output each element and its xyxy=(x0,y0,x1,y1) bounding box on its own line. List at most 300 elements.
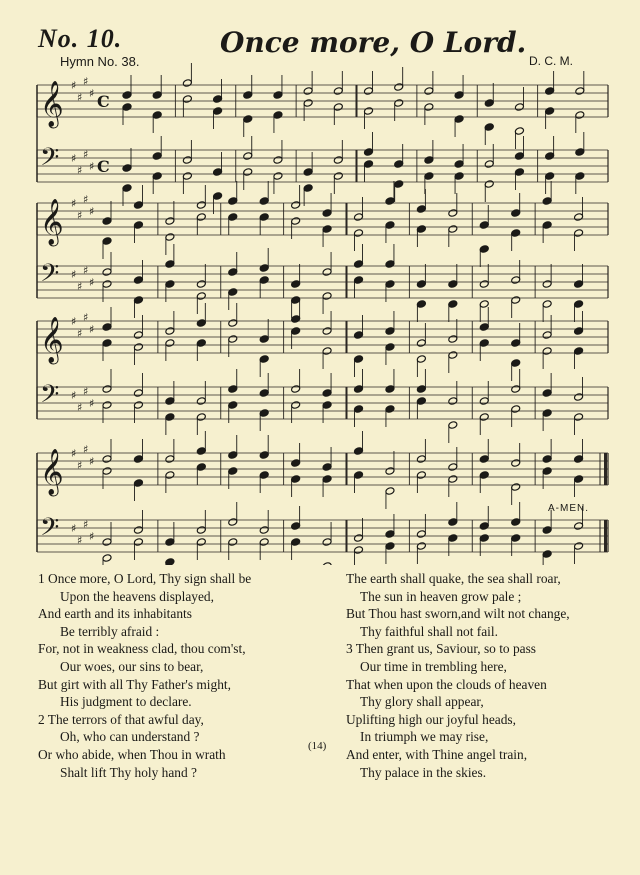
note-head xyxy=(291,522,301,531)
note-head xyxy=(196,319,206,328)
note-head xyxy=(511,359,521,368)
note-head xyxy=(354,471,364,480)
note-head xyxy=(385,487,395,496)
amen-label: A-MEN. xyxy=(548,503,589,514)
note-head xyxy=(448,335,458,344)
note-head xyxy=(213,168,223,177)
note-head xyxy=(424,103,434,112)
sharp-icon: ♯ xyxy=(71,79,77,92)
note-head xyxy=(259,213,269,222)
note-head xyxy=(479,280,489,289)
sharp-icon: ♯ xyxy=(77,209,83,222)
verse-line: And enter, with Thine angel train, xyxy=(346,746,528,762)
note-head xyxy=(354,260,364,269)
note-head xyxy=(511,459,521,468)
note-head xyxy=(228,467,238,476)
verse-line: But girt with all Thy Father's might, xyxy=(38,676,231,692)
note-head xyxy=(511,209,521,218)
note-head xyxy=(291,280,301,289)
note-head xyxy=(574,213,584,222)
note-head xyxy=(545,87,555,96)
note-head xyxy=(416,300,426,309)
note-head xyxy=(322,347,332,356)
note-head xyxy=(102,538,112,547)
note-head xyxy=(133,479,143,488)
note-head xyxy=(102,268,112,277)
note-head xyxy=(196,280,206,289)
note-head xyxy=(574,229,584,238)
note-head xyxy=(542,347,552,356)
note-head xyxy=(574,455,584,464)
note-head xyxy=(182,156,192,165)
note-head xyxy=(385,260,395,269)
note-head xyxy=(354,534,364,543)
note-head xyxy=(354,229,364,238)
note-head xyxy=(484,160,494,169)
note-head xyxy=(228,385,238,394)
note-head xyxy=(575,87,585,96)
note-head xyxy=(259,471,269,480)
verse-line: Or who abide, when Thou in wrath xyxy=(38,746,226,762)
note-head xyxy=(291,315,301,324)
time-signature-icon: C xyxy=(97,157,110,176)
note-head xyxy=(479,534,489,543)
note-head xyxy=(228,538,238,547)
sharp-icon: ♯ xyxy=(77,164,83,177)
note-head xyxy=(165,455,175,464)
note-head xyxy=(182,95,192,104)
verse-line: Thy palace in the skies. xyxy=(360,764,487,780)
note-head xyxy=(448,209,458,218)
note-head xyxy=(322,327,332,336)
note-head xyxy=(259,526,269,535)
note-head xyxy=(511,534,521,543)
note-head xyxy=(102,385,112,394)
note-head xyxy=(102,280,112,289)
note-head xyxy=(291,296,301,305)
note-head xyxy=(424,87,434,96)
treble-clef-icon: 𝄞 xyxy=(40,317,64,363)
note-head xyxy=(259,335,269,344)
note-head xyxy=(133,201,143,210)
note-head xyxy=(542,331,552,340)
sharp-icon: ♯ xyxy=(77,327,83,340)
sharp-icon: ♯ xyxy=(83,193,89,206)
sharp-icon: ♯ xyxy=(89,205,95,218)
verse-line: Our time in trembling here, xyxy=(360,658,507,674)
note-head xyxy=(196,339,206,348)
sharp-icon: ♯ xyxy=(83,75,89,88)
note-head xyxy=(354,276,364,285)
note-head xyxy=(259,276,269,285)
note-head xyxy=(102,401,112,410)
verse-line: Uplifting high our joyful heads, xyxy=(346,711,516,727)
note-head xyxy=(243,115,253,124)
note-head xyxy=(542,526,552,535)
note-head xyxy=(542,550,552,559)
note-head xyxy=(133,389,143,398)
note-head xyxy=(385,467,395,476)
note-head xyxy=(182,79,192,88)
note-head xyxy=(228,401,238,410)
note-head xyxy=(424,172,434,181)
sharp-icon: ♯ xyxy=(89,276,95,289)
note-head xyxy=(165,558,175,565)
note-head xyxy=(152,91,162,100)
note-head xyxy=(243,152,253,161)
verse-line: For, not in weakness clad, thou com'st, xyxy=(38,641,246,657)
note-head xyxy=(303,99,313,108)
note-head xyxy=(542,300,552,309)
note-head xyxy=(322,463,332,472)
note-head xyxy=(479,471,489,480)
note-head xyxy=(259,451,269,460)
note-head xyxy=(394,83,404,92)
note-head xyxy=(574,280,584,289)
sharp-icon: ♯ xyxy=(71,197,77,210)
sharp-icon: ♯ xyxy=(77,401,83,414)
bass-clef-icon: 𝄢 xyxy=(40,259,60,294)
note-head xyxy=(385,405,395,414)
note-head xyxy=(448,397,458,406)
note-head xyxy=(322,401,332,410)
note-head xyxy=(122,103,132,112)
note-head xyxy=(322,268,332,277)
note-head xyxy=(165,397,175,406)
note-head xyxy=(196,397,206,406)
note-head xyxy=(259,355,269,364)
note-head xyxy=(322,209,332,218)
time-signature-icon: C xyxy=(97,92,110,111)
note-head xyxy=(333,87,343,96)
note-head xyxy=(575,172,585,181)
note-head xyxy=(133,221,143,230)
note-head xyxy=(322,562,332,565)
note-head xyxy=(511,276,521,285)
note-head xyxy=(291,385,301,394)
note-head xyxy=(102,237,112,246)
verse-line: Our woes, our sins to bear, xyxy=(60,658,204,674)
note-head xyxy=(448,534,458,543)
note-head xyxy=(454,91,464,100)
note-head xyxy=(165,233,175,242)
note-head xyxy=(364,107,374,116)
note-head xyxy=(133,526,143,535)
note-head xyxy=(479,413,489,422)
note-head xyxy=(511,229,521,238)
sharp-icon: ♯ xyxy=(89,397,95,410)
note-head xyxy=(448,225,458,234)
note-head xyxy=(385,197,395,206)
sharp-icon: ♯ xyxy=(83,264,89,277)
note-head xyxy=(196,538,206,547)
verses-left-column xyxy=(38,570,338,781)
note-head xyxy=(291,475,301,484)
note-head xyxy=(102,467,112,476)
treble-clef-icon: 𝄞 xyxy=(40,199,64,245)
note-head xyxy=(416,397,426,406)
page-number: (14) xyxy=(308,740,327,752)
final-barline-thick xyxy=(604,520,607,552)
note-head xyxy=(514,127,524,136)
note-head xyxy=(511,385,521,394)
note-head xyxy=(122,164,132,173)
note-head xyxy=(102,323,112,332)
note-head xyxy=(479,245,489,254)
note-head xyxy=(484,123,494,132)
note-head xyxy=(574,522,584,531)
note-head xyxy=(574,347,584,356)
note-head xyxy=(454,115,464,124)
verse-line: Thy glory shall appear, xyxy=(360,694,484,710)
note-head xyxy=(574,475,584,484)
note-head xyxy=(354,546,364,555)
verse-line: 3 Then grant us, Saviour, so to pass xyxy=(346,641,537,657)
note-head xyxy=(243,168,253,177)
note-head xyxy=(542,455,552,464)
verse-line: Thy faithful shall not fail. xyxy=(360,623,498,639)
note-head xyxy=(448,280,458,289)
final-barline-thick xyxy=(604,453,607,485)
note-head xyxy=(448,475,458,484)
note-head xyxy=(259,409,269,418)
note-head xyxy=(165,413,175,422)
sharp-icon: ♯ xyxy=(89,87,95,100)
note-head xyxy=(511,296,521,305)
note-head xyxy=(196,447,206,456)
note-head xyxy=(511,518,521,527)
note-head xyxy=(542,467,552,476)
note-head xyxy=(514,103,524,112)
note-head xyxy=(322,292,332,301)
verse-line: That when upon the clouds of heaven xyxy=(346,676,547,692)
note-head xyxy=(416,385,426,394)
note-head xyxy=(448,300,458,309)
note-head xyxy=(133,276,143,285)
note-head xyxy=(228,319,238,328)
note-head xyxy=(416,530,426,539)
sharp-icon: ♯ xyxy=(89,530,95,543)
note-head xyxy=(385,280,395,289)
note-head xyxy=(479,397,489,406)
note-head xyxy=(574,393,584,402)
note-head xyxy=(196,201,206,210)
note-head xyxy=(273,172,283,181)
sharp-icon: ♯ xyxy=(83,311,89,324)
note-head xyxy=(303,87,313,96)
note-head xyxy=(385,327,395,336)
note-head xyxy=(228,451,238,460)
note-head xyxy=(484,99,494,108)
bass-clef-icon: 𝄢 xyxy=(40,380,60,415)
note-head xyxy=(102,217,112,226)
note-head xyxy=(322,225,332,234)
note-head xyxy=(479,323,489,332)
note-head xyxy=(354,405,364,414)
sharp-icon: ♯ xyxy=(77,534,83,547)
note-head xyxy=(454,172,464,181)
sharp-icon: ♯ xyxy=(83,385,89,398)
sharp-icon: ♯ xyxy=(83,518,89,531)
note-head xyxy=(416,542,426,551)
note-head xyxy=(273,91,283,100)
verse-line: The earth shall quake, the sea shall roar, xyxy=(346,571,561,586)
note-head xyxy=(333,103,343,112)
note-head xyxy=(291,538,301,547)
note-head xyxy=(122,184,132,193)
note-head xyxy=(165,217,175,226)
note-head xyxy=(479,522,489,531)
treble-clef-icon: 𝄞 xyxy=(40,81,64,127)
sharp-icon: ♯ xyxy=(77,459,83,472)
treble-clef-icon: 𝄞 xyxy=(40,449,64,495)
note-head xyxy=(354,355,364,364)
hymn-title: Once more, O Lord. xyxy=(220,26,527,59)
sharp-icon: ♯ xyxy=(71,152,77,165)
note-head xyxy=(575,111,585,120)
meter-label: D. C. M. xyxy=(529,54,573,68)
note-head xyxy=(259,538,269,547)
note-head xyxy=(228,518,238,527)
sharp-icon: ♯ xyxy=(71,447,77,460)
note-head xyxy=(354,385,364,394)
note-head xyxy=(213,107,223,116)
note-head xyxy=(102,554,112,563)
note-head xyxy=(165,260,175,269)
note-head xyxy=(273,156,283,165)
note-head xyxy=(165,538,175,547)
note-head xyxy=(545,172,555,181)
note-head xyxy=(213,95,223,104)
note-head xyxy=(448,518,458,527)
verse-line: In triumph we may rise, xyxy=(360,729,489,745)
note-head xyxy=(291,459,301,468)
note-head xyxy=(574,542,584,551)
note-head xyxy=(165,280,175,289)
note-head xyxy=(542,280,552,289)
note-head xyxy=(479,339,489,348)
note-head xyxy=(133,401,143,410)
verse-line: But Thou hast sworn,and wilt not change, xyxy=(346,606,570,622)
note-head xyxy=(259,197,269,206)
note-head xyxy=(416,280,426,289)
note-head xyxy=(354,331,364,340)
note-head xyxy=(416,471,426,480)
note-head xyxy=(511,483,521,492)
note-head xyxy=(479,300,489,309)
note-head xyxy=(385,385,395,394)
note-head xyxy=(291,217,301,226)
note-head xyxy=(364,87,374,96)
sharp-icon: ♯ xyxy=(83,443,89,456)
note-head xyxy=(122,91,132,100)
verse-line: 1 Once more, O Lord, Thy sign shall be xyxy=(38,571,252,586)
note-head xyxy=(454,160,464,169)
note-head xyxy=(385,221,395,230)
sharp-icon: ♯ xyxy=(77,280,83,293)
sharp-icon: ♯ xyxy=(89,323,95,336)
sharp-icon: ♯ xyxy=(71,315,77,328)
note-head xyxy=(385,542,395,551)
note-head xyxy=(424,156,434,165)
note-head xyxy=(228,197,238,206)
note-head xyxy=(542,389,552,398)
note-head xyxy=(542,221,552,230)
note-head xyxy=(133,343,143,352)
hymn-number: No. 10. xyxy=(38,24,123,53)
note-head xyxy=(196,526,206,535)
note-head xyxy=(228,213,238,222)
note-head xyxy=(364,148,374,157)
note-head xyxy=(416,455,426,464)
note-head xyxy=(291,401,301,410)
note-head xyxy=(152,152,162,161)
note-head xyxy=(448,463,458,472)
verse-line: Shalt lift Thy holy hand ? xyxy=(60,764,197,780)
note-head xyxy=(102,339,112,348)
note-head xyxy=(228,268,238,277)
note-head xyxy=(196,213,206,222)
sharp-icon: ♯ xyxy=(83,148,89,161)
note-head xyxy=(165,471,175,480)
note-head xyxy=(165,327,175,336)
note-head xyxy=(196,463,206,472)
note-head xyxy=(196,413,206,422)
bass-clef-icon: 𝄢 xyxy=(40,143,60,178)
note-head xyxy=(394,99,404,108)
note-head xyxy=(259,264,269,273)
note-head xyxy=(133,296,143,305)
note-head xyxy=(152,111,162,120)
note-head xyxy=(448,351,458,360)
note-head xyxy=(416,225,426,234)
verse-line: Oh, who can understand ? xyxy=(60,729,200,745)
bass-clef-icon: 𝄢 xyxy=(40,513,60,548)
note-head xyxy=(228,288,238,297)
note-head xyxy=(545,107,555,116)
note-head xyxy=(322,475,332,484)
note-head xyxy=(291,201,301,210)
note-head xyxy=(514,168,524,177)
sharp-icon: ♯ xyxy=(71,268,77,281)
sharp-icon: ♯ xyxy=(71,389,77,402)
verse-line: Be terribly afraid : xyxy=(60,623,160,639)
note-head xyxy=(354,447,364,456)
note-head xyxy=(385,343,395,352)
note-head xyxy=(542,197,552,206)
note-head xyxy=(259,389,269,398)
sharp-icon: ♯ xyxy=(77,91,83,104)
note-head xyxy=(394,160,404,169)
note-head xyxy=(133,331,143,340)
verse-line: 2 The terrors of that awful day, xyxy=(38,711,204,727)
verse-line: Upon the heavens displayed, xyxy=(60,588,214,604)
note-head xyxy=(545,152,555,161)
note-head xyxy=(416,339,426,348)
verse-line: And earth and its inhabitants xyxy=(38,606,192,622)
note-head xyxy=(243,91,253,100)
note-head xyxy=(574,300,584,309)
note-head xyxy=(511,405,521,414)
note-head xyxy=(196,292,206,301)
verse-line: The sun in heaven grow pale ; xyxy=(360,588,522,604)
note-head xyxy=(385,530,395,539)
note-head xyxy=(133,455,143,464)
note-head xyxy=(182,172,192,181)
note-head xyxy=(574,413,584,422)
note-head xyxy=(333,172,343,181)
note-head xyxy=(364,160,374,169)
